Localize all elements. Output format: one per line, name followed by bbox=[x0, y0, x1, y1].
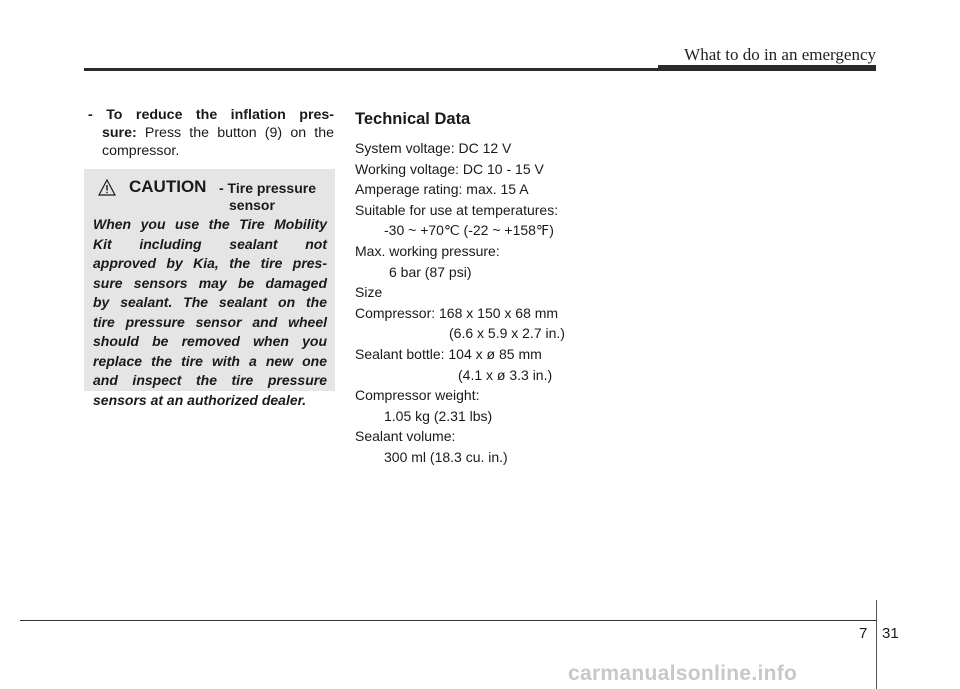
instruction-line-2 bbox=[88, 124, 334, 142]
instruction-text: Press the button (9) on the bbox=[136, 125, 334, 141]
spec-line: (6.6 x 5.9 x 2.7 in.) bbox=[449, 325, 565, 342]
caution-word: CAUTION bbox=[129, 177, 207, 196]
spec-line: Compressor weight: bbox=[355, 387, 480, 404]
spec-line: System voltage: DC 12 V bbox=[355, 140, 512, 156]
technical-data-list bbox=[355, 138, 565, 468]
spec-line: Compressor: 168 x 150 x 68 mm bbox=[355, 304, 559, 321]
chapter-number: 7 bbox=[859, 625, 868, 642]
spec-line: 1.05 kg (2.31 lbs) bbox=[384, 407, 493, 424]
caution-line: sure sensors may be damaged bbox=[93, 274, 327, 291]
caution-line: should be removed when you bbox=[93, 333, 327, 349]
technical-data-title: Technical Data bbox=[355, 110, 471, 128]
inflation-instruction bbox=[88, 106, 334, 160]
page-number: 31 bbox=[882, 625, 899, 642]
caution-line: When you use the Tire Mobility bbox=[93, 216, 327, 232]
caution-line: by sealant. The sealant on the bbox=[93, 294, 327, 310]
watermark: carmanualsonline.info bbox=[568, 662, 798, 685]
spec-line: 300 ml (18.3 cu. in.) bbox=[384, 448, 508, 465]
header-rule bbox=[84, 68, 876, 71]
caution-line: Kit including sealant not bbox=[93, 235, 327, 252]
caution-body bbox=[93, 215, 327, 410]
caution-line: sensors at an authorized dealer. bbox=[93, 391, 307, 408]
spec-line: Size bbox=[355, 284, 383, 301]
spec-line: Suitable for use at temperatures: bbox=[355, 201, 559, 218]
caution-subtitle-1: - Tire pressure bbox=[219, 180, 317, 196]
spec-line: -30 ~ +70℃ (-22 ~ +158℉) bbox=[384, 222, 554, 239]
caution-line: tire pressure sensor and wheel bbox=[93, 313, 327, 330]
caution-line: and inspect the tire pressure bbox=[93, 372, 327, 388]
spec-line: (4.1 x ø 3.3 in.) bbox=[458, 366, 553, 383]
warning-triangle-icon bbox=[98, 179, 116, 196]
caution-line: replace the tire with a new one bbox=[93, 352, 327, 369]
caution-line: approved by Kia, the tire pres- bbox=[93, 255, 327, 271]
footer-rule bbox=[20, 620, 876, 621]
spec-line: Working voltage: DC 10 - 15 V bbox=[355, 160, 544, 177]
instruction-lead-word: sure: bbox=[102, 125, 137, 141]
caution-subtitle-2: sensor bbox=[229, 197, 275, 213]
header-title: What to do in an emergency bbox=[684, 45, 876, 64]
spec-line: Sealant bottle: 104 x ø 85 mm bbox=[355, 345, 542, 362]
instruction-line-1: - To reduce the inflation pres- bbox=[88, 107, 334, 123]
caution-box bbox=[84, 169, 335, 408]
footer-separator bbox=[876, 600, 877, 689]
spec-line: Amperage rating: max. 15 A bbox=[355, 181, 529, 198]
instruction-line-3: compressor. bbox=[102, 143, 180, 159]
spec-line: Sealant volume: bbox=[355, 428, 456, 445]
spec-line: 6 bar (87 psi) bbox=[389, 263, 472, 280]
spec-line: Max. working pressure: bbox=[355, 242, 500, 259]
